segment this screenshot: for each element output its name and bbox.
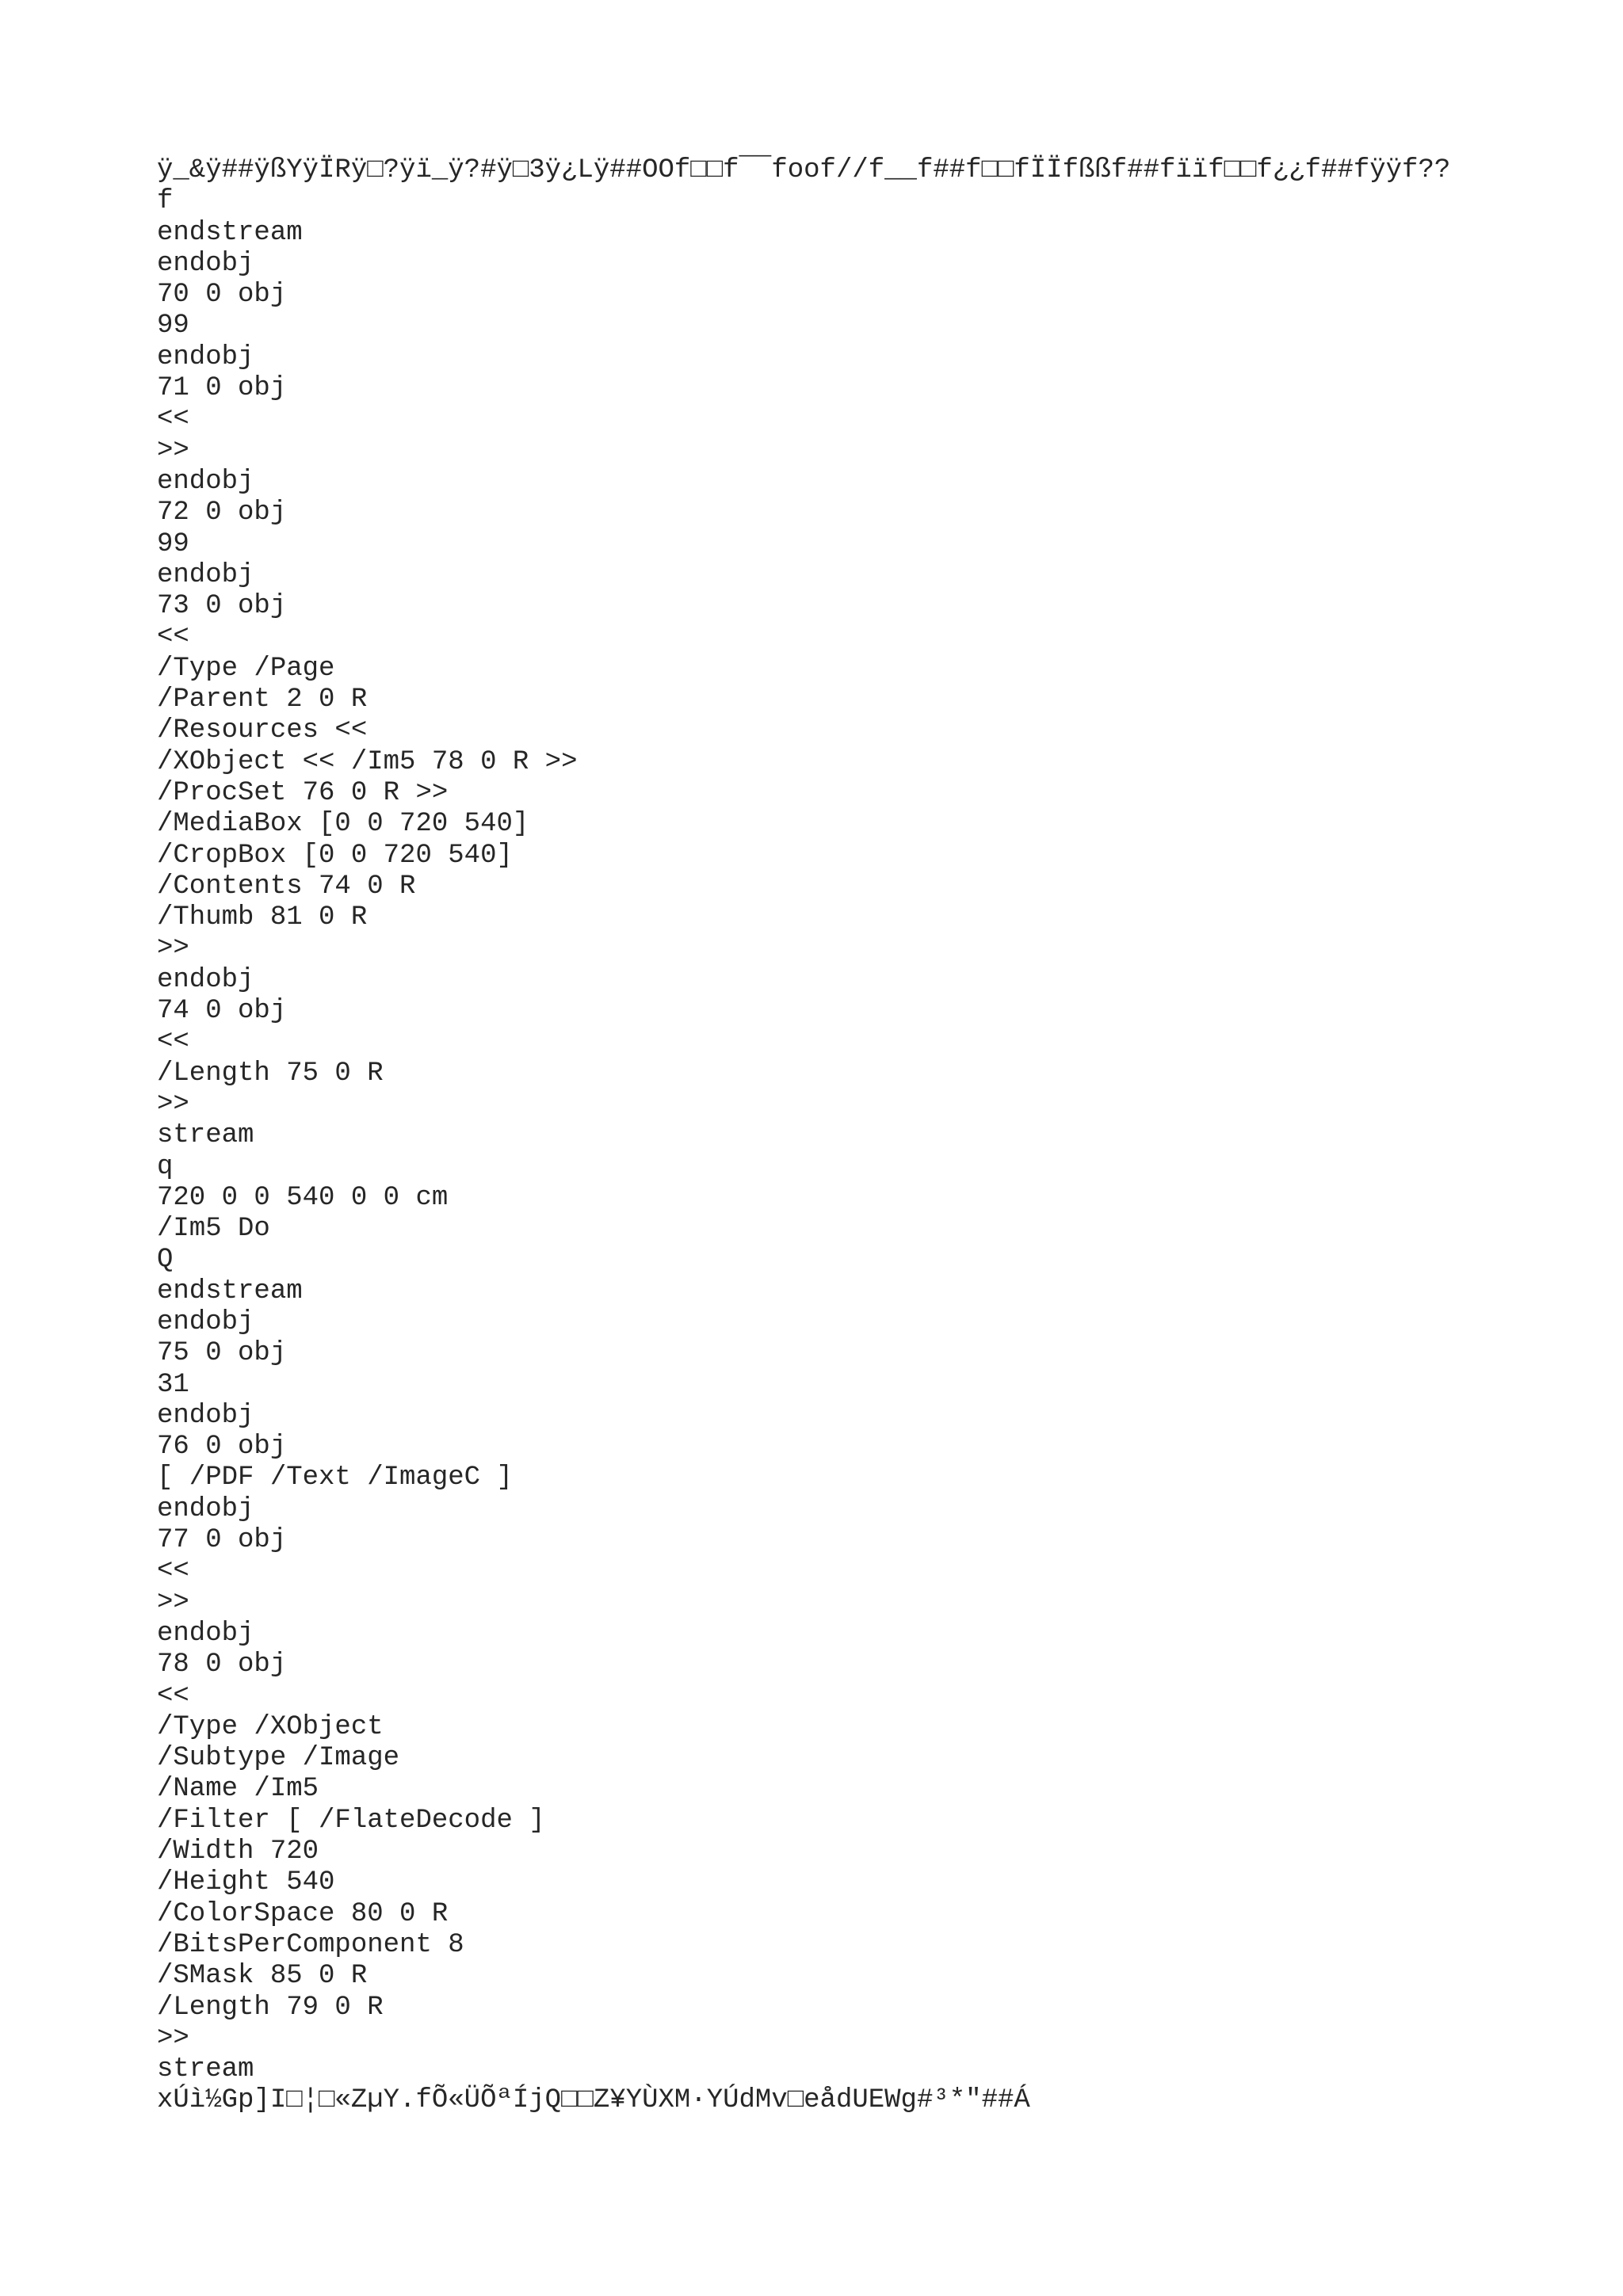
text-line: 720 0 0 540 0 0 cm xyxy=(157,1182,449,1213)
text-line: /XObject << /Im5 78 0 R >> xyxy=(157,746,578,777)
text-line: /Parent 2 0 R xyxy=(157,685,368,715)
text-line: endobj xyxy=(157,1306,254,1337)
text-line: /CropBox [0 0 720 540] xyxy=(157,840,513,871)
text-line: 78 0 obj xyxy=(157,1650,287,1680)
text-line: /BitsPerComponent 8 xyxy=(157,1929,464,1960)
text-line: /Length 79 0 R xyxy=(157,1992,384,2023)
text-line: q xyxy=(157,1151,174,1182)
raw-pdf-text-block xyxy=(157,155,1583,2117)
text-line: /ProcSet 76 0 R >> xyxy=(157,777,449,808)
text-line: /Height 540 xyxy=(157,1867,335,1898)
text-line: /Thumb 81 0 R xyxy=(157,902,368,933)
text-line: << xyxy=(157,404,189,435)
text-line: endobj xyxy=(157,341,254,372)
text-line: << xyxy=(157,1027,189,1058)
text-line: 73 0 obj xyxy=(157,591,287,622)
text-line: /Im5 Do xyxy=(157,1214,270,1245)
text-line: xÚì½Gp]I□¦□«ZµY.fÕ«ÜÕªÍjQ□□Z¥YÙXM·YÚdMv□eådUEWg#³*"##Á xyxy=(157,2085,1030,2116)
text-line: 77 0 obj xyxy=(157,1525,287,1556)
text-line: endobj xyxy=(157,1493,254,1524)
text-line: stream xyxy=(157,1120,254,1151)
text-line: 70 0 obj xyxy=(157,280,287,311)
text-line: 75 0 obj xyxy=(157,1338,287,1369)
text-line: endobj xyxy=(157,559,254,590)
text-line: >> xyxy=(157,1089,189,1119)
text-line: 31 xyxy=(157,1369,189,1400)
text-line: endstream xyxy=(157,1276,303,1306)
text-line: /Type /XObject xyxy=(157,1711,384,1742)
text-line: endobj xyxy=(157,964,254,995)
text-line: 76 0 obj xyxy=(157,1432,287,1463)
text-line: /MediaBox [0 0 720 540] xyxy=(157,809,529,840)
text-line: /ColorSpace 80 0 R xyxy=(157,1898,449,1929)
text-line: >> xyxy=(157,1587,189,1618)
text-line: << xyxy=(157,1556,189,1587)
text-line: [ /PDF /Text /ImageC ] xyxy=(157,1463,513,1493)
text-line: /Resources << xyxy=(157,715,368,746)
text-line: >> xyxy=(157,2023,189,2054)
text-line: endobj xyxy=(157,248,254,279)
text-line: Q xyxy=(157,1245,174,1276)
text-line: << xyxy=(157,1680,189,1711)
text-line: << xyxy=(157,622,189,653)
text-line: /Contents 74 0 R xyxy=(157,871,416,902)
text-line: /Type /Page xyxy=(157,653,335,684)
text-line: 71 0 obj xyxy=(157,373,287,404)
text-line: /Filter [ /FlateDecode ] xyxy=(157,1805,545,1836)
text-line: endobj xyxy=(157,1618,254,1649)
text-line: stream xyxy=(157,2054,254,2085)
text-line: endstream xyxy=(157,217,303,248)
text-line: /Length 75 0 R xyxy=(157,1058,384,1089)
text-line: ÿ_&ÿ##ÿßYÿÏRÿ□?ÿï_ÿ?#ÿ□3ÿ¿Lÿ##OOf□□f¯¯foof//f__f##f□□fÏÏfßßf##fïïf□□f¿¿f##fÿÿf?? xyxy=(157,155,1451,185)
text-line: f xyxy=(157,186,174,217)
text-line: 99 xyxy=(157,528,189,559)
text-line: >> xyxy=(157,435,189,466)
text-line: /Width 720 xyxy=(157,1836,319,1867)
text-line: /SMask 85 0 R xyxy=(157,1961,368,1992)
text-line: >> xyxy=(157,933,189,964)
text-line: 72 0 obj xyxy=(157,498,287,528)
text-line: endobj xyxy=(157,466,254,497)
text-line: 99 xyxy=(157,311,189,341)
text-line: 74 0 obj xyxy=(157,996,287,1027)
text-line: /Name /Im5 xyxy=(157,1774,319,1805)
text-line: /Subtype /Image xyxy=(157,1743,400,1774)
text-line: endobj xyxy=(157,1400,254,1431)
